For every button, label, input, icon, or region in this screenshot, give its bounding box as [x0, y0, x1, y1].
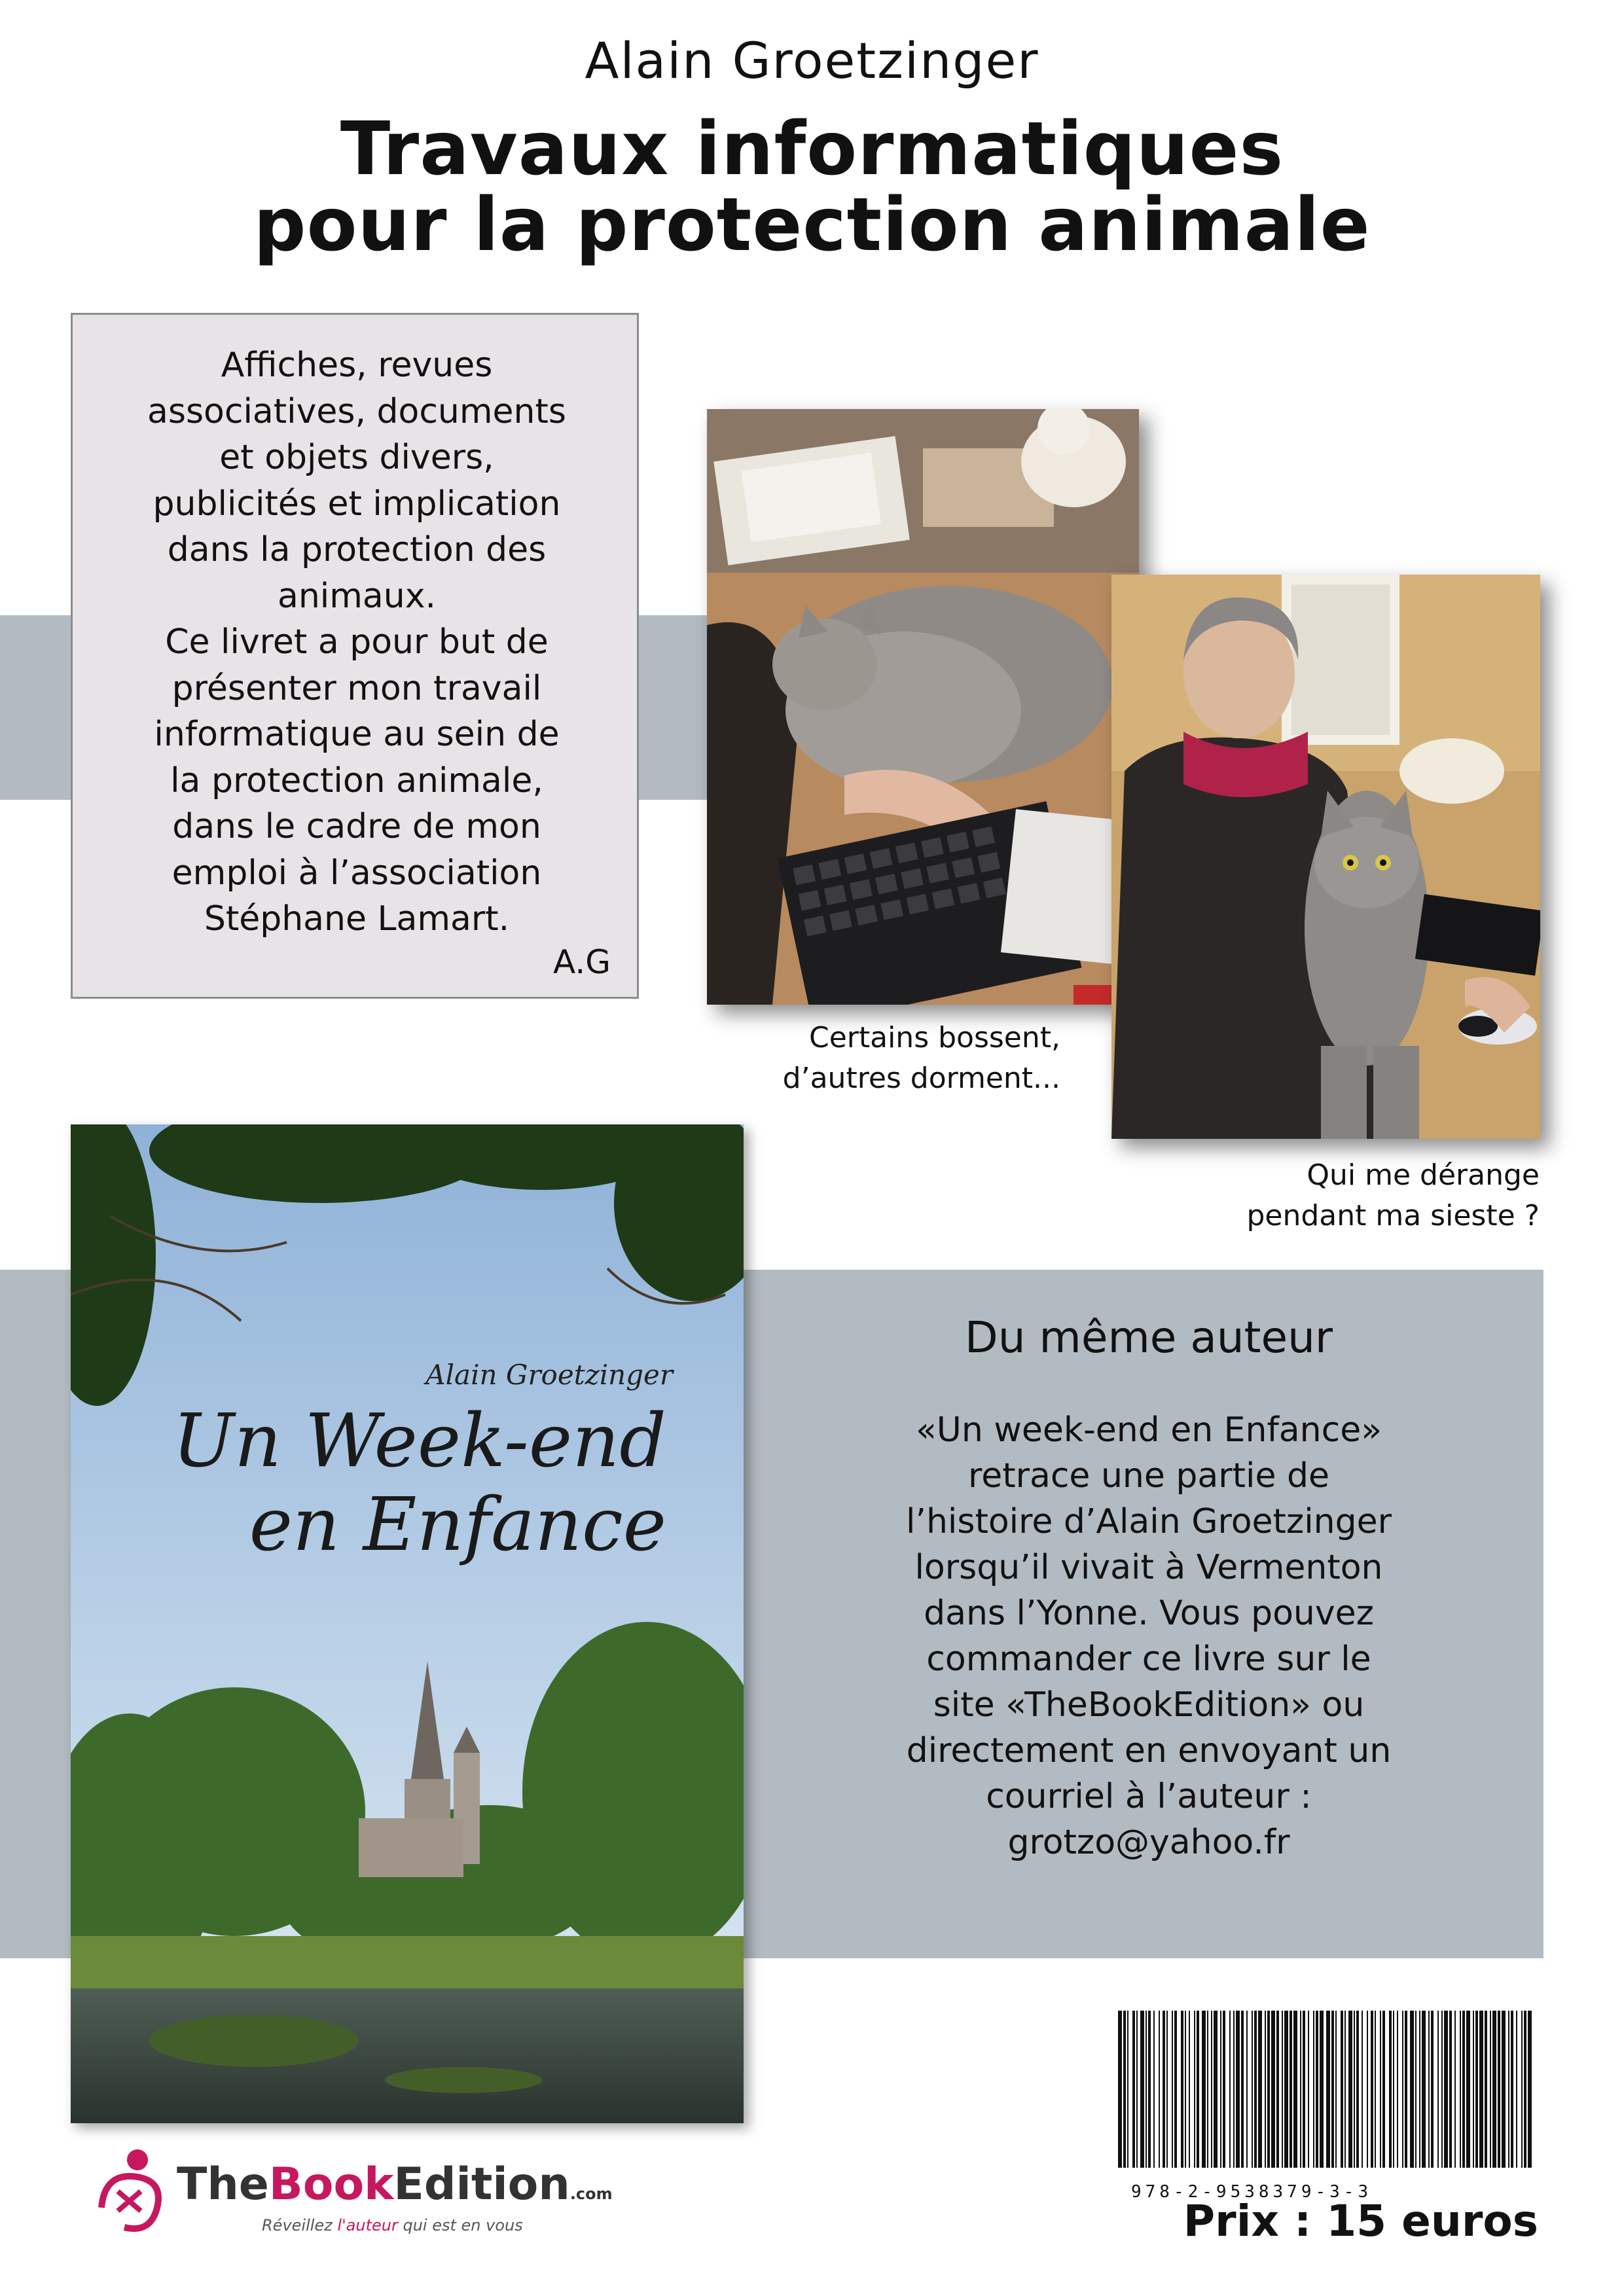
barcode-bar — [1172, 2011, 1173, 2168]
barcode-bar — [1271, 2011, 1275, 2168]
barcode-bar — [1229, 2011, 1231, 2168]
barcode-bar — [1382, 2011, 1385, 2168]
barcode-bar — [1159, 2011, 1160, 2168]
caption-2-line-1: Qui me dérange — [1307, 1158, 1540, 1192]
barcode-bar — [1220, 2011, 1221, 2168]
intro-line: associatives, documents — [147, 391, 566, 431]
barcode-bar — [1460, 2011, 1461, 2168]
barcode-bar — [1153, 2011, 1155, 2168]
publisher-name — [177, 2159, 613, 2210]
barcode-bar — [1356, 2011, 1359, 2168]
barcode-bar — [1148, 2011, 1151, 2168]
same-author-line: lorsqu’il vivait à Vermenton — [914, 1548, 1383, 1587]
barcode-bar — [1290, 2011, 1292, 2168]
publisher-name-the: The — [177, 2159, 269, 2210]
same-author-heading: Du même auteur — [964, 1312, 1333, 1363]
barcode-bar — [1344, 2011, 1346, 2168]
intro-line: Ce livret a pour but de — [165, 622, 549, 662]
barcode-bar — [1118, 2011, 1122, 2168]
page-title — [0, 107, 1624, 268]
barcode-bar — [1508, 2011, 1509, 2168]
barcode-bar — [1341, 2011, 1343, 2168]
barcode-bar — [1233, 2011, 1235, 2168]
barcode-bar — [1473, 2011, 1474, 2168]
barcode-bar — [1492, 2011, 1496, 2168]
barcode-bar — [1422, 2011, 1426, 2168]
intro-line: informatique au sein de — [154, 715, 560, 754]
barcode-bar — [1132, 2011, 1135, 2168]
barcode-bar — [1214, 2011, 1218, 2168]
barcode-bar — [1300, 2011, 1301, 2168]
barcode-bar — [1419, 2011, 1420, 2168]
same-author-line: directement en envoyant un — [906, 1731, 1392, 1770]
barcode-bar — [1454, 2011, 1456, 2168]
barcode-bar — [1276, 2011, 1279, 2168]
barcode-bar — [1521, 2011, 1523, 2168]
same-author-line: courriel à l’auteur : — [986, 1777, 1312, 1816]
barcode-bar — [1267, 2011, 1270, 2168]
author-email: grotzo@yahoo.fr — [1007, 1823, 1290, 1862]
slogan-part-1: Réveillez — [262, 2216, 338, 2234]
barcode-bar — [1331, 2011, 1334, 2168]
barcode-bar — [1402, 2011, 1403, 2168]
barcode-bar — [1123, 2011, 1126, 2168]
barcode-bar — [1258, 2011, 1262, 2168]
barcode-bar — [1189, 2011, 1190, 2168]
caption-1-line-1: Certains bossent, — [808, 1021, 1060, 1054]
publisher-logo — [92, 2145, 628, 2250]
barcode-bar — [1516, 2011, 1517, 2168]
book-cover — [71, 1124, 744, 2123]
intro-line: présenter mon travail — [171, 668, 542, 708]
publisher-domain-suffix: .com — [569, 2185, 613, 2203]
intro-line: Affiches, revues — [221, 346, 493, 385]
intro-text — [86, 342, 628, 942]
barcode-bar — [1246, 2011, 1248, 2168]
barcode-bar — [1252, 2011, 1253, 2168]
same-author-line: site «TheBookEdition» ou — [933, 1685, 1365, 1725]
barcode-bar — [1236, 2011, 1240, 2168]
barcode-bar — [1202, 2011, 1206, 2168]
slogan-part-2: qui est en vous — [397, 2216, 523, 2234]
intro-line: Stéphane Lamart. — [204, 899, 510, 939]
intro-line: et objets divers, — [219, 438, 494, 477]
same-author-text — [759, 1407, 1538, 1865]
cover-author: Alain Groetzinger — [425, 1359, 673, 1391]
barcode-bar — [1428, 2011, 1430, 2168]
barcode-bar — [1316, 2011, 1318, 2168]
barcode-bar — [1197, 2011, 1199, 2168]
barcode-bar — [1397, 2011, 1398, 2168]
photo-person-with-cat — [1111, 575, 1540, 1139]
barcode-bar — [1380, 2011, 1381, 2168]
photo-caption-2 — [1047, 1155, 1540, 1236]
barcode-bar — [1284, 2011, 1288, 2168]
title-line-1: Travaux informatiques — [340, 107, 1284, 192]
photo-sleeping-cat — [707, 409, 1139, 1005]
barcode-bar — [1320, 2011, 1324, 2168]
barcode-bar — [1485, 2011, 1487, 2168]
barcode-bar — [1174, 2011, 1177, 2168]
intro-line: dans le cadre de mon — [172, 807, 541, 846]
barcode-bar — [1449, 2011, 1452, 2168]
barcode-bar — [1498, 2011, 1500, 2168]
intro-line: la protection animale, — [170, 761, 543, 800]
same-author-line: commander ce livre sur le — [926, 1640, 1371, 1679]
barcode-bar — [1185, 2011, 1186, 2168]
barcode-bar — [1127, 2011, 1128, 2168]
barcode — [1111, 2011, 1538, 2207]
photo-caption-1 — [655, 1018, 1060, 1099]
barcode-bar — [1444, 2011, 1448, 2168]
barcode-bar — [1479, 2011, 1483, 2168]
barcode-bar — [1393, 2011, 1394, 2168]
cover-title — [71, 1399, 666, 1567]
same-author-line: retrace une partie de — [967, 1456, 1330, 1496]
caption-2-line-2: pendant ma sieste ? — [1246, 1199, 1540, 1232]
barcode-bar — [1163, 2011, 1165, 2168]
barcode-bar — [1308, 2011, 1309, 2168]
barcode-bar — [1254, 2011, 1257, 2168]
slogan-highlight: l'auteur — [337, 2216, 398, 2234]
intro-line: animaux. — [277, 576, 437, 616]
barcode-bar — [1490, 2011, 1491, 2168]
barcode-bar — [1475, 2011, 1478, 2168]
barcode-bar — [1313, 2011, 1314, 2168]
isbn-number: 978-2-9538379-3-3 — [1131, 2182, 1373, 2202]
same-author-line: l’histoire d’Alain Groetzinger — [905, 1502, 1392, 1541]
barcode-bar — [1362, 2011, 1363, 2168]
barcode-bar — [1367, 2011, 1368, 2168]
intro-line: dans la protection des — [167, 530, 547, 569]
barcode-bar — [1348, 2011, 1352, 2168]
barcode-bar — [1282, 2011, 1283, 2168]
barcode-bar — [1181, 2011, 1183, 2168]
intro-line: emploi à l’association — [171, 853, 542, 893]
barcode-bar — [1194, 2011, 1195, 2168]
barcode-bar — [1405, 2011, 1407, 2168]
barcode-bar — [1241, 2011, 1244, 2168]
barcode-bar — [1466, 2011, 1470, 2168]
author-name: Alain Groetzinger — [585, 31, 1039, 90]
barcode-bar — [1326, 2011, 1330, 2168]
publisher-name-book: Book — [268, 2159, 394, 2210]
barcode-bar — [1354, 2011, 1355, 2168]
barcode-bar — [1140, 2011, 1144, 2168]
barcode-bar — [1524, 2011, 1526, 2168]
caption-1-line-2: d’autres dorment... — [782, 1062, 1060, 1095]
intro-signature: A.G — [553, 943, 611, 981]
title-line-2: pour la protection animale — [253, 183, 1371, 268]
barcode-bar — [1303, 2011, 1305, 2168]
barcode-bar — [1166, 2011, 1168, 2168]
cover-title-line-2: en Enfance — [249, 1482, 666, 1568]
photo-person-with-cat-illustration — [1111, 575, 1540, 1139]
same-author-line: dans l’Yonne. Vous pouvez — [924, 1594, 1374, 1633]
barcode-bar — [1211, 2011, 1212, 2168]
barcode-bar — [1511, 2011, 1513, 2168]
barcode-bar — [1335, 2011, 1337, 2168]
publisher-name-edition: Edition — [393, 2159, 570, 2210]
publisher-logo-icon — [92, 2145, 170, 2237]
barcode-bar — [1441, 2011, 1443, 2168]
publisher-slogan — [262, 2216, 523, 2234]
photo-sleeping-cat-illustration — [707, 409, 1139, 1005]
barcode-bars — [1111, 2011, 1538, 2174]
same-author-line: «Un week-end en Enfance» — [915, 1410, 1382, 1450]
barcode-bar — [1136, 2011, 1138, 2168]
barcode-bar — [1389, 2011, 1392, 2168]
price: Prix : 15 euros — [1183, 2196, 1538, 2246]
barcode-bar — [1293, 2011, 1297, 2168]
barcode-bar — [1146, 2011, 1147, 2168]
barcode-bar — [1207, 2011, 1208, 2168]
barcode-bar — [1437, 2011, 1439, 2168]
barcode-bar — [1223, 2011, 1225, 2168]
barcode-bar — [1265, 2011, 1266, 2168]
intro-box — [71, 313, 639, 999]
barcode-bar — [1502, 2011, 1506, 2168]
barcode-bar — [1375, 2011, 1376, 2168]
barcode-bar — [1410, 2011, 1414, 2168]
book-cover-illustration — [71, 1124, 744, 2123]
cover-title-line-1: Un Week-end — [172, 1399, 666, 1484]
barcode-bar — [1462, 2011, 1465, 2168]
intro-line: publicités et implication — [153, 484, 561, 524]
barcode-bar — [1415, 2011, 1416, 2168]
barcode-bar — [1371, 2011, 1373, 2168]
barcode-bar — [1528, 2011, 1532, 2168]
barcode-bar — [1431, 2011, 1434, 2168]
